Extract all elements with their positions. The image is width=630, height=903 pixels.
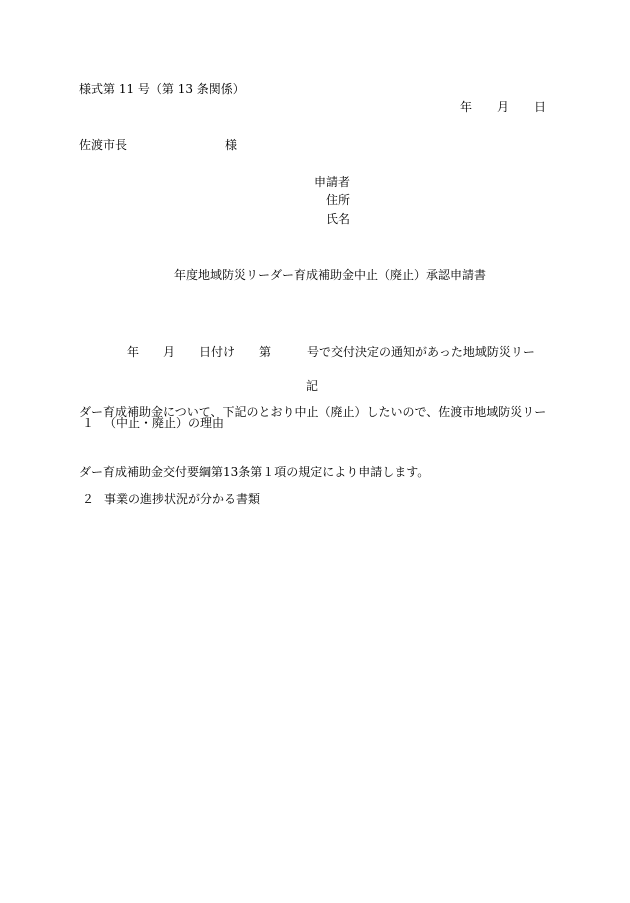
address-label: 住所 [326,193,351,207]
item-1-number: １ [82,416,95,430]
date-month-label: 月 [497,100,510,114]
item-2-label: 事業の進捗状況が分かる書類 [104,492,261,506]
item-2-number: ２ [82,492,95,506]
ki-heading: 記 [306,379,319,393]
date-day-label: 日 [534,100,547,114]
body-line-1: 年 月 日付け 第 号で交付決定の通知があった地域防災リー [79,345,535,359]
addressee: 佐渡市長 [79,138,128,152]
body-line-2: ダー育成補助金について、下記のとおり中止（廃止）したいので、佐渡市地域防災リー [79,405,547,419]
date-year-label: 年 [460,100,473,114]
form-number: 様式第 11 号（第 13 条関係） [79,82,245,96]
item-1-label: （中止・廃止）の理由 [104,416,225,430]
document-title: 年度地域防災リーダー育成補助金中止（廃止）承認申請書 [174,268,487,282]
body-paragraph [79,302,549,502]
applicant-label: 申請者 [314,175,351,189]
name-label: 氏名 [326,212,351,226]
body-line-3: ダー育成補助金交付要綱第13条第１項の規定により申請します。 [79,465,430,479]
addressee-honorific: 様 [225,138,238,152]
